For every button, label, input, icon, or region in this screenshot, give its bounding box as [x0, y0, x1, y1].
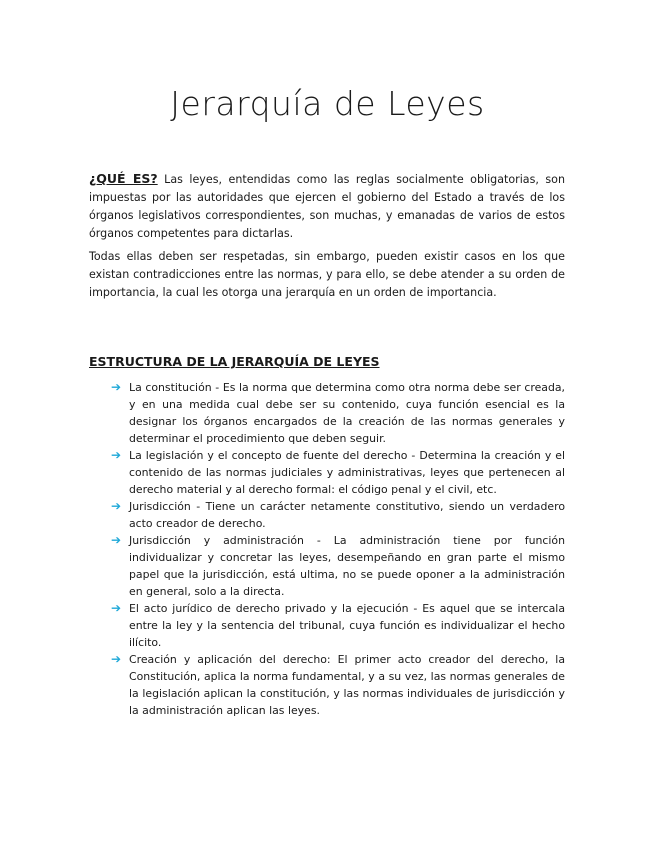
intro-text: Las leyes, entendidas como las reglas socialmente obligatorias, son impuestas por las autoridades que ejercen el gobierno del Estado a través de los órganos legislativos correspondientes, son muchas, y emanadas de varios de estos órganos competentes para dictarlas. — [89, 173, 565, 240]
list-item — [105, 379, 565, 447]
arrow-right-icon: ➔ — [111, 601, 122, 615]
arrow-right-icon: ➔ — [111, 652, 122, 666]
intro-label: ¿QUÉ ES? — [89, 171, 158, 186]
list-item — [105, 651, 565, 719]
section-heading: ESTRUCTURA DE LA JERARQUÍA DE LEYES — [89, 354, 380, 369]
list-item — [105, 498, 565, 532]
list-item-text: La legislación y el concepto de fuente del derecho - Determina la creación y el contenido de las normas judiciales y administrativas, leyes que pertenecen al derecho material y al derecho formal: el código penal y el civil, etc. — [129, 449, 565, 496]
arrow-right-icon: ➔ — [111, 533, 122, 547]
arrow-right-icon: ➔ — [111, 448, 122, 462]
list-item-text: Jurisdicción - Tiene un carácter netamente constitutivo, siendo un verdadero acto creador de derecho. — [129, 500, 565, 530]
list-item-text: Creación y aplicación del derecho: El primer acto creador del derecho, la Constitución, aplica la norma fundamental, y a su vez, las normas generales de la legislación aplican la constitución, y las normas individuales de jurisdicción y la administración aplican las leyes. — [129, 653, 565, 717]
list-item — [105, 600, 565, 651]
list-item-text: Jurisdicción y administración - La administración tiene por función individualizar y concretar las leyes, desempeñando en gran parte el mismo papel que la jurisdicción, está ultima, no se puede oponer a la administración en general, solo a la directa. — [129, 534, 565, 598]
list-item-text: La constitución - Es la norma que determina como otra norma debe ser creada, y en una medida cual debe ser su contenido, cuya función esencial es la designar los órganos encargados de la creación de las normas generales y determinar el procedimiento que deben seguir. — [129, 381, 565, 445]
hierarchy-list — [105, 379, 565, 719]
document-title: Jerarquía de Leyes — [170, 84, 485, 123]
list-item — [105, 447, 565, 498]
second-paragraph: Todas ellas deben ser respetadas, sin embargo, pueden existir casos en los que existan contradicciones entre las normas, y para ello, se debe atender a su orden de importancia, la cual les otorga una jerarquía en un orden de importancia. — [89, 250, 565, 299]
list-item — [105, 532, 565, 600]
arrow-right-icon: ➔ — [111, 380, 122, 394]
arrow-right-icon: ➔ — [111, 499, 122, 513]
list-item-text: El acto jurídico de derecho privado y la ejecución - Es aquel que se intercala entre la ley y la sentencia del tribunal, cuya función es individualizar el hecho ilícito. — [129, 602, 565, 649]
intro-paragraph — [89, 170, 565, 243]
